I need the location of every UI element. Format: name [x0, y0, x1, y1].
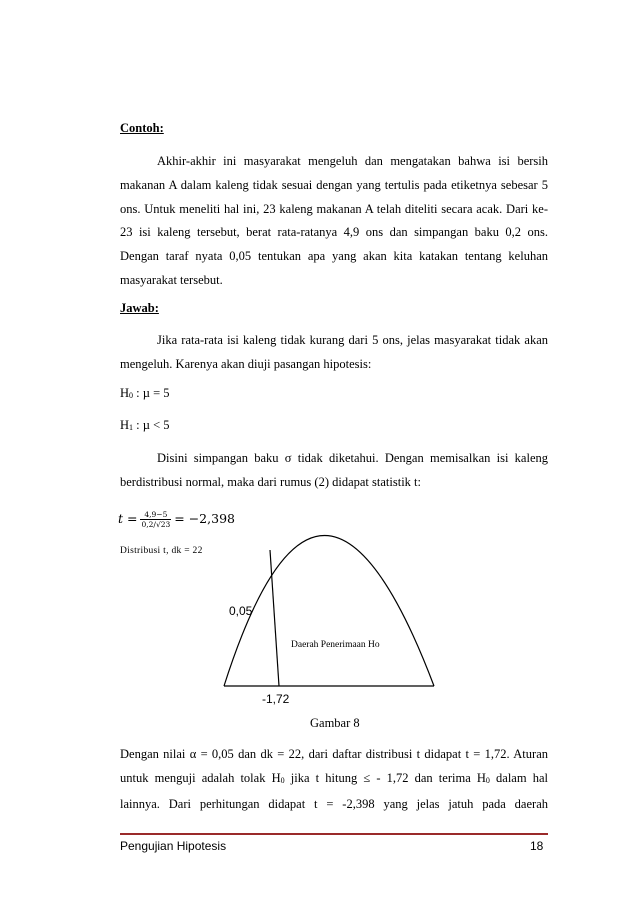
formula-lhs: t = — [118, 511, 138, 526]
conclusion-line-3: lainnya. Dari perhitungan didapat t = -2,398 yang jelas jatuh pada daerah — [120, 796, 548, 811]
contoh-paragraph: Akhir-akhir ini masyarakat mengeluh dan mengatakan bahwa isi bersih makanan A dalam kaleng tidak sesuai dengan yang tertulis pada etiketnya sebesar 5 ons. Untuk meneliti hal ini, 23 kaleng makanan A telah diteliti secara acak. Dari ke-23 isi kaleng tersebut, berat rata-ratanya 4,9 ons dan simpangan baku 0,2 ons. Dengan taraf nyata 0,05 tentukan apa yang akan kita katakan tentang keluhan masyarakat tersebut. — [120, 154, 548, 287]
h1-subscript: 1 — [129, 423, 134, 432]
h1-text: : µ < 5 — [133, 418, 170, 432]
acceptance-region-label: Daerah Penerimaan Ho — [291, 640, 380, 650]
conclusion-sub-2: 0 — [485, 775, 490, 785]
jawab-paragraph-2: Disini simpangan baku σ tidak diketahui. Dengan memisalkan isi kaleng berdistribusi normal, maka dari rumus (2) didapat statistik t: — [120, 451, 548, 489]
distribution-curve — [224, 536, 434, 687]
page-number: 18 — [530, 839, 544, 853]
conclusion-sub-1: 0 — [280, 775, 285, 785]
jawab-paragraph-1: Jika rata-rata isi kaleng tidak kurang dari 5 ons, jelas masyarakat tidak akan mengeluh. Karenya akan diuji pasangan hipotesis: — [120, 333, 548, 371]
conclusion-paragraph — [120, 743, 548, 816]
critical-value-label: -1,72 — [262, 692, 290, 706]
conclusion-line-1: Dengan nilai α = 0,05 dan dk = 22, dari daftar distribusi t didapat t = 1,72. Aturan — [120, 747, 548, 761]
h0-subscript: 0 — [129, 391, 134, 400]
formula-rhs: = −2,398 — [174, 511, 235, 526]
footer-rule — [120, 833, 548, 835]
formula-numerator: 4,9−5 — [140, 510, 171, 520]
conclusion-line-2 — [120, 767, 548, 793]
h1-label: H — [120, 418, 130, 432]
h0-text: : µ = 5 — [133, 386, 170, 400]
h0-label: H — [120, 386, 130, 400]
jawab-heading: Jawab: — [120, 301, 159, 315]
conclusion-line-2-a: untuk menguji adalah tolak H — [120, 770, 281, 785]
formula-denominator: 0,2/√23 — [141, 520, 171, 529]
contoh-heading: Contoh: — [120, 121, 164, 135]
alpha-label: 0,05 — [229, 604, 253, 618]
conclusion-line-2-b: jika t hitung ≤ - 1,72 dan terima H — [284, 770, 486, 785]
figure-caption: Gambar 8 — [310, 716, 360, 730]
footer-title: Pengujian Hipotesis — [120, 839, 227, 853]
conclusion-line-2-c: dalam hal — [489, 770, 548, 785]
distribution-caption: Distribusi t, dk = 22 — [120, 546, 203, 556]
